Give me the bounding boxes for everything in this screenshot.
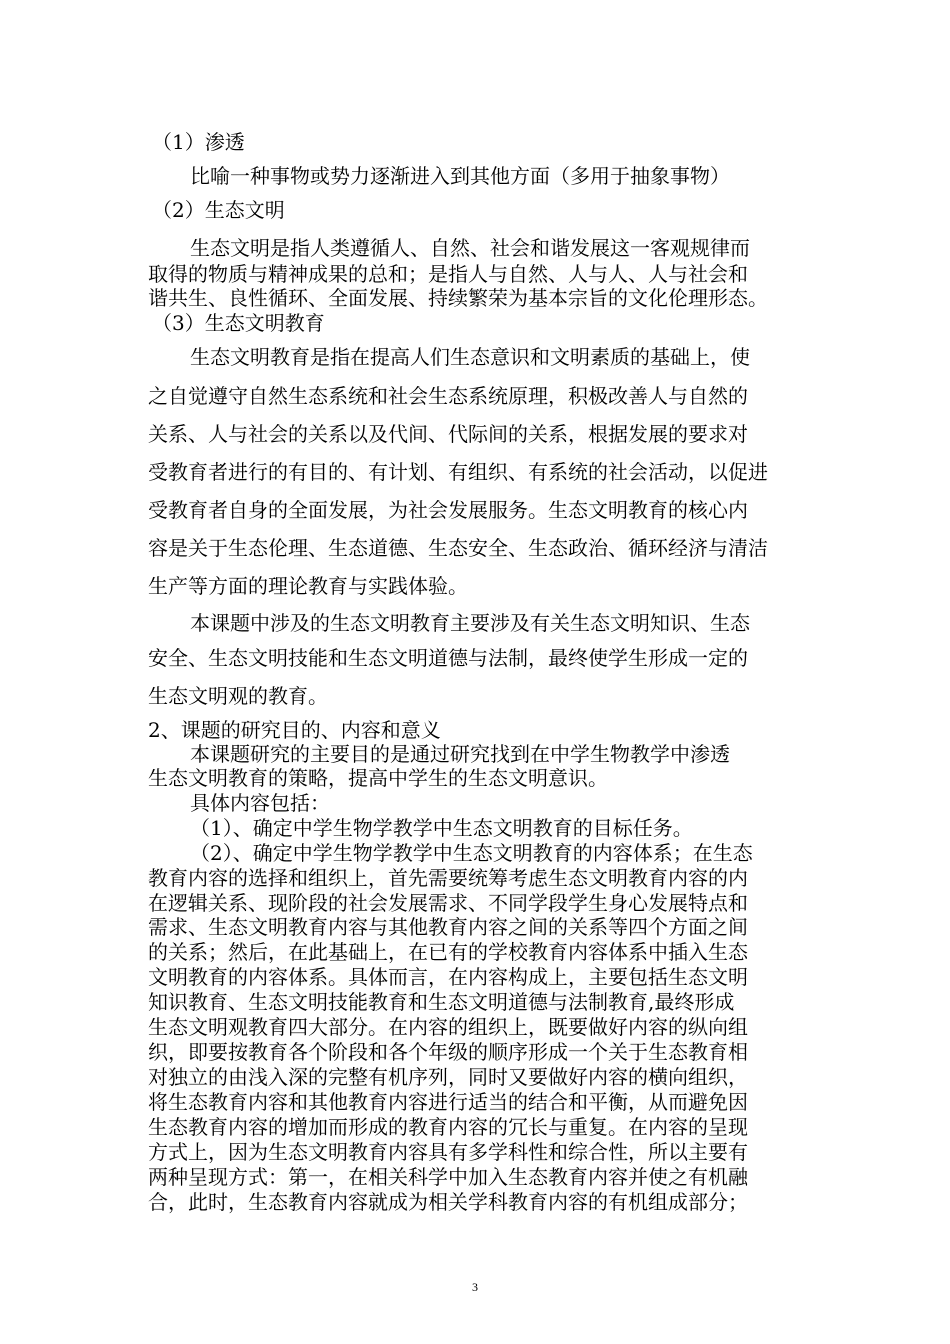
list-item-2-line: 的关系；然后，在此基础上，在已有的学校教育内容体系中插入生态 [148, 940, 748, 964]
paragraph-line: 关系、人与社会的关系以及代间、代际间的关系，根据发展的要求对 [148, 422, 748, 446]
paragraph-line: 安全、生态文明技能和生态文明道德与法制，最终使学生形成一定的 [148, 646, 748, 670]
list-item-2-line: 合，此时，生态教育内容就成为相关学科教育内容的有机组成部分； [148, 1190, 748, 1214]
list-item-2-line: 文明教育的内容体系。具体而言，在内容构成上，主要包括生态文明 [148, 965, 748, 989]
list-item-2-line: 两种呈现方式：第一，在相关科学中加入生态教育内容并使之有机融 [148, 1165, 748, 1189]
part2-heading: 2、课题的研究目的、内容和意义 [148, 718, 441, 742]
section-heading-2: （2）生态文明 [152, 198, 285, 222]
list-item-2-line: 教育内容的选择和组织上，首先需要统筹考虑生态文明教育内容的内 [148, 866, 748, 890]
list-item-2-line: 知识教育、生态文明技能教育和生态文明道德与法制教育,最终形成 [148, 990, 735, 1014]
list-item-2-line: 将生态教育内容和其他教育内容进行适当的结合和平衡，从而避免因 [148, 1090, 748, 1114]
paragraph-line: 受教育者进行的有目的、有计划、有组织、有系统的社会活动，以促进 [148, 460, 768, 484]
paragraph-line: 生态文明是指人类遵循人、自然、社会和谐发展这一客观规律而 [190, 236, 750, 260]
paragraph-line: 本课题中涉及的生态文明教育主要涉及有关生态文明知识、生态 [190, 611, 750, 635]
paragraph-line: 生产等方面的理论教育与实践体验。 [148, 574, 468, 598]
list-item-2-line: （2）、确定中学生物学教学中生态文明教育的内容体系；在生态 [190, 841, 753, 865]
page-number: 3 [472, 1280, 478, 1294]
paragraph-line: 受教育者自身的全面发展，为社会发展服务。生态文明教育的核心内 [148, 498, 748, 522]
definition-text-1: 比喻一种事物或势力逐渐进入到其他方面（多用于抽象事物） [190, 164, 730, 188]
list-item-2-line: 对独立的由浅入深的完整有机序列，同时又要做好内容的横向组织， [148, 1065, 748, 1089]
list-item-2-line: 织，即要按教育各个阶段和各个年级的顺序形成一个关于生态教育相 [148, 1040, 748, 1064]
list-item-1: （1）、确定中学生物学教学中生态文明教育的目标任务。 [190, 816, 693, 840]
paragraph-line: 本课题研究的主要目的是通过研究找到在中学生物教学中渗透 [190, 742, 730, 766]
paragraph-line: 谐共生、良性循环、全面发展、持续繁荣为基本宗旨的文化伦理形态。 [148, 286, 768, 310]
list-item-2-line: 需求、生态文明教育内容与其他教育内容之间的关系等四个方面之间 [148, 915, 748, 939]
paragraph-line: 生态文明教育是指在提高人们生态意识和文明素质的基础上，使 [190, 345, 750, 369]
section-heading-3: （3）生态文明教育 [152, 311, 325, 335]
paragraph-line: 之自觉遵守自然生态系统和社会生态系统原理，积极改善人与自然的 [148, 384, 748, 408]
paragraph-line: 容是关于生态伦理、生态道德、生态安全、生态政治、循环经济与清洁 [148, 536, 768, 560]
list-item-2-line: 生态文明观教育四大部分。在内容的组织上，既要做好内容的纵向组 [148, 1015, 748, 1039]
list-item-2-line: 在逻辑关系、现阶段的社会发展需求、不同学段学生身心发展特点和 [148, 891, 748, 915]
list-item-2-line: 生态教育内容的增加而形成的教育内容的冗长与重复。在内容的呈现 [148, 1115, 748, 1139]
list-item-2-line: 方式上，因为生态文明教育内容具有多学科性和综合性，所以主要有 [148, 1140, 748, 1164]
section-heading-1: （1）渗透 [152, 130, 245, 154]
paragraph-line: 生态文明观的教育。 [148, 684, 328, 708]
paragraph-line: 生态文明教育的策略，提高中学生的生态文明意识。 [148, 766, 608, 790]
paragraph-line: 取得的物质与精神成果的总和；是指人与自然、人与人、人与社会和 [148, 262, 748, 286]
content-intro: 具体内容包括： [190, 791, 330, 815]
